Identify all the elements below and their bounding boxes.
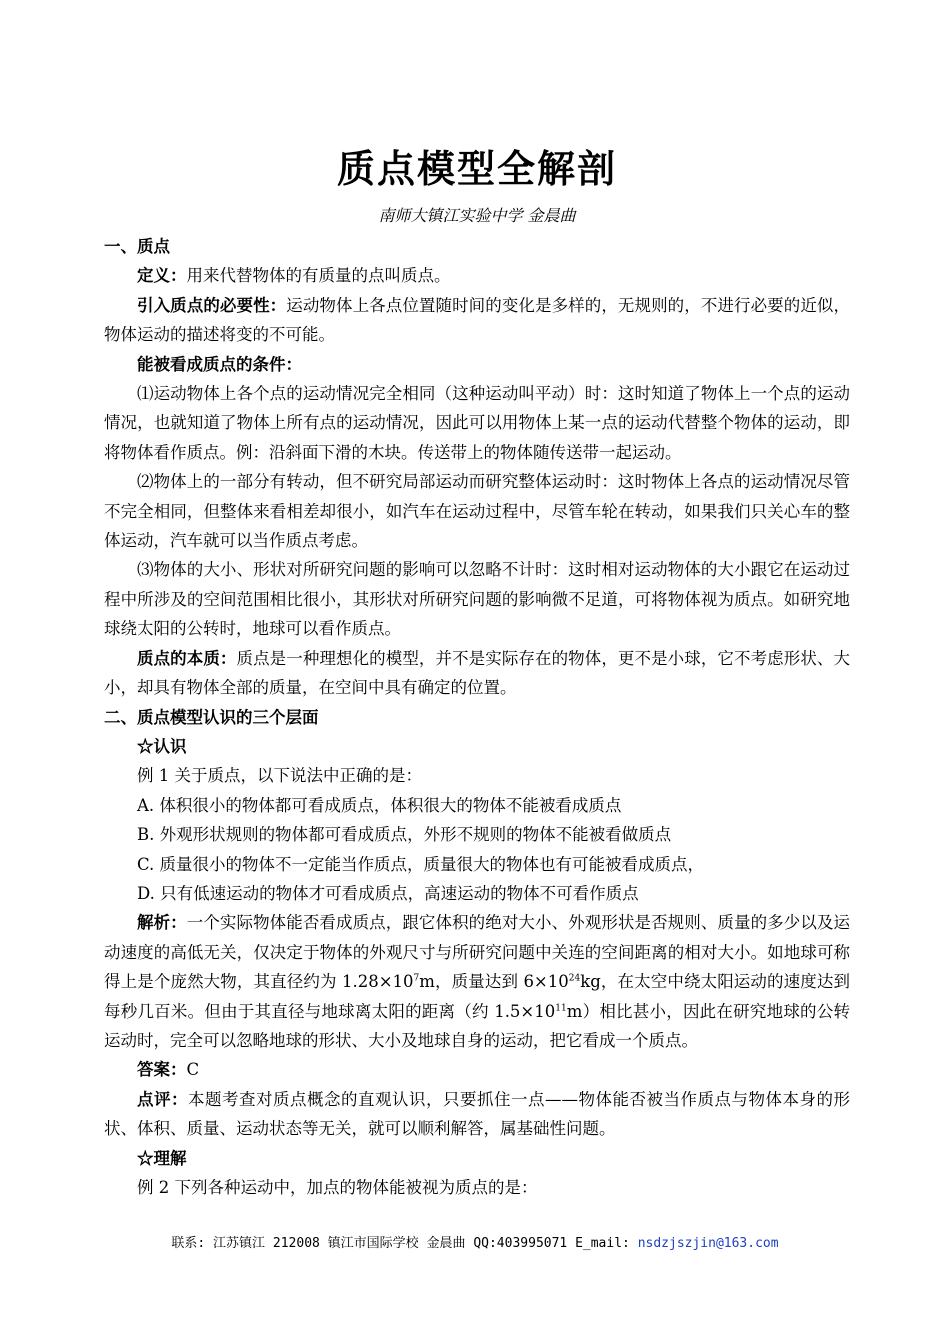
example-1-question: 例 1 关于质点，以下说法中正确的是： <box>137 766 422 786</box>
answer-label: 答案： <box>137 1060 187 1080</box>
analysis-text-3: kg，在太空中绕太阳运动的速度达到每秒几百米。但由于其直径与地球离太阳的距离（约 1.5×10 <box>104 972 850 1021</box>
footer-email-link[interactable]: nsdzjszjin@163.com <box>637 1236 779 1251</box>
author-line: 南师大镇江实验中学 金晨曲 <box>378 206 576 225</box>
answer-text: C <box>186 1060 200 1080</box>
condition-3: ⑶物体的大小、形状对所研究问题的影响可以忽略不计时：这时相对运动物体的大小跟它在运动过程中所涉及的空间范围相比很小，其形状对所研究问题的影响微不足道，可将物体视为质点。如研究地球绕太阳的公转时，地球可以看作质点。 <box>104 560 850 639</box>
option-c: C. 质量很小的物体不一定能当作质点，质量很大的物体也有可能被看成质点， <box>137 854 705 874</box>
necessity-paragraph <box>104 291 850 350</box>
subheading-understanding: ☆理解 <box>137 1148 187 1168</box>
section-heading-1: 一、质点 <box>104 237 170 256</box>
option-d: D. 只有低速运动的物体才可看成质点，高速运动的物体不可看作质点 <box>137 883 639 903</box>
section-heading-2: 二、质点模型认识的三个层面 <box>104 707 319 727</box>
page-footer <box>0 1232 950 1251</box>
essence-label: 质点的本质： <box>137 648 237 668</box>
analysis-text-4: m）相比甚小，因此在研究地球的公转运动时，完全可以忽略地球的形状、大小及地球自身的运动，把它看成一个质点。 <box>104 1001 850 1050</box>
review-text: 本题考查对质点概念的直观认识，只要抓住一点——物体能否被当作质点与物体本身的形状、体积、质量、运动状态等无关，就可以顺利解答，属基础性问题。 <box>104 1089 850 1139</box>
essence-paragraph <box>104 644 850 703</box>
example-2-question: 例 2 下列各种运动中，加点的物体能被视为质点的是： <box>137 1178 538 1197</box>
definition-label: 定义： <box>137 266 187 286</box>
footer-contact: 联系: 江苏镇江 212008 镇江市国际学校 金晨曲 QQ:403995071 E_mail: <box>171 1236 638 1251</box>
review-label: 点评： <box>137 1089 188 1109</box>
review-paragraph <box>104 1085 850 1144</box>
analysis-text-2: m，质量达到 6×10 <box>419 972 569 992</box>
option-b: B. 外观形状规则的物体都可看成质点，外形不规则的物体不能被看做质点 <box>137 825 672 845</box>
analysis-label: 解析： <box>137 913 187 933</box>
option-a: A. 体积很小的物体都可看成质点，体积很大的物体不能被看成质点 <box>137 795 622 815</box>
definition-paragraph <box>104 261 850 290</box>
subheading-recognition: ☆认识 <box>137 736 187 756</box>
document-page <box>104 140 850 1202</box>
answer-paragraph <box>104 1055 850 1084</box>
condition-2: ⑵物体上的一部分有转动，但不研究局部运动而研究整体运动时：这时物体上各点的运动情况尽管不完全相同，但整体来看相差却很小，如汽车在运动过程中，尽管车轮在转动，如果我们只关心车的整体运动，汽车就可以当作质点考虑。 <box>104 472 850 551</box>
necessity-text: 运动物体上各点位置随时间的变化是多样的，无规则的，不进行必要的近似，物体运动的描述将变的不可能。 <box>104 295 851 345</box>
essence-text: 质点是一种理想化的模型，并不是实际存在的物体，更不是小球，它不考虑形状、大小，却具有物体全部的质量，在空间中具有确定的位置。 <box>104 648 850 698</box>
analysis-paragraph <box>104 908 850 1055</box>
analysis-text-1: 一个实际物体能否看成质点，跟它体积的绝对大小、外观形状是否规则、质量的多少以及运动速度的高低无关，仅决定于物体的外观尺寸与所研究问题中关连的空间距离的相对大小。如地球可称得上是个庞然大物，其直径约为 1.28×10 <box>104 913 850 992</box>
exponent-2: 24 <box>568 973 581 984</box>
necessity-label: 引入质点的必要性： <box>137 295 287 315</box>
exponent-1: 7 <box>413 973 420 984</box>
definition-text: 用来代替物体的有质量的点叫质点。 <box>186 266 451 286</box>
conditions-label: 能被看成质点的条件： <box>137 354 302 374</box>
exponent-3: 11 <box>555 1003 567 1014</box>
page-title: 质点模型全解剖 <box>336 146 617 191</box>
condition-1: ⑴运动物体上各个点的运动情况完全相同（这种运动叫平动）时：这时知道了物体上一个点的运动情况，也就知道了物体上所有点的运动情况，因此可以用物体上某一点的运动代替整个物体的运动，即将物体看作质点。例：沿斜面下滑的木块。传送带上的物体随传送带一起运动。 <box>104 384 850 462</box>
